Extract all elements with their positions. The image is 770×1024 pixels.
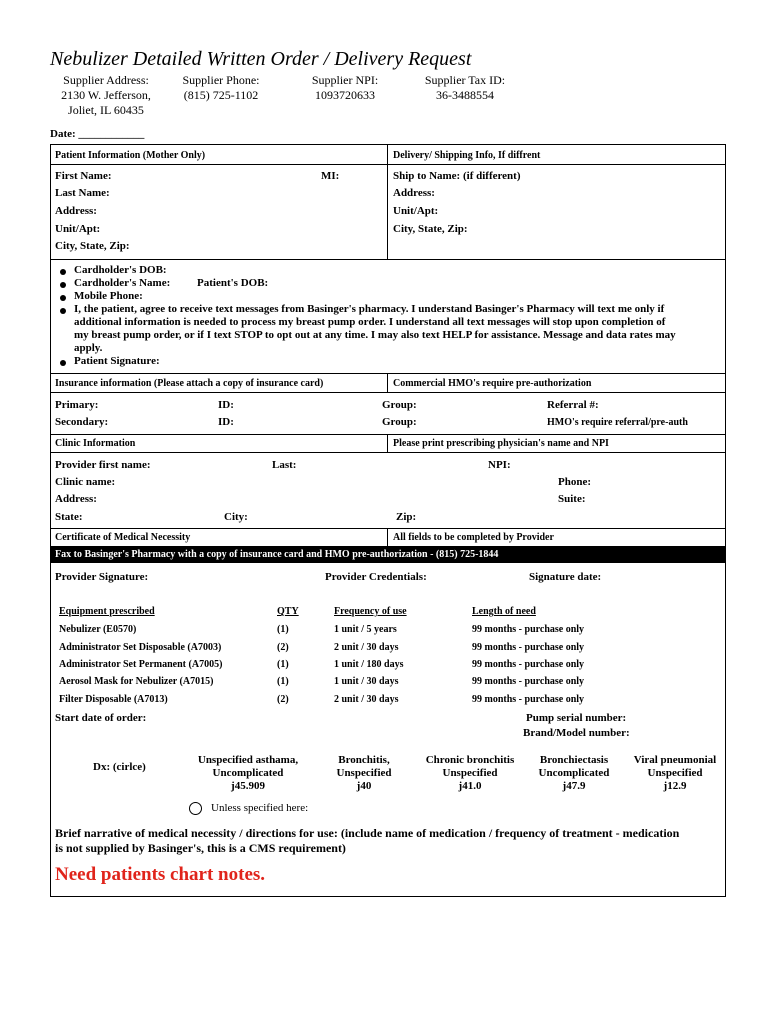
unless-specified-label: Unless specified here: (211, 802, 309, 814)
divider (387, 528, 388, 546)
clinic-name-field[interactable]: Clinic name: (55, 476, 116, 488)
form-title: Nebulizer Detailed Written Order / Delivery Request (50, 48, 472, 70)
brand-model-field[interactable]: Brand/Model number: (523, 727, 630, 739)
bullet-icon (60, 360, 66, 366)
bullet-icon (60, 269, 66, 275)
ship-unit-field[interactable]: Unit/Apt: (393, 205, 439, 217)
supplier-tax-value: 36-3488554 (436, 88, 494, 102)
divider (51, 452, 725, 453)
supplier-npi-label: Supplier NPI: (311, 73, 379, 87)
provider-signature-field[interactable]: Provider Signature: (55, 571, 149, 583)
text-consent-line3: my breast pump order, or if I text STOP to opt out at any time. I may also text HELP for assistance. Message and data rates may (74, 329, 676, 341)
divider (387, 145, 388, 259)
dx-line: Unspecified (442, 767, 498, 779)
unless-specified-radio[interactable] (189, 802, 202, 815)
signature-date-field[interactable]: Signature date: (529, 571, 602, 583)
provider-last-name-field[interactable]: Last: (272, 459, 297, 471)
equipment-frequency: 1 unit / 30 days (334, 676, 399, 687)
provider-npi-field[interactable]: NPI: (488, 459, 511, 471)
primary-id-field[interactable]: ID: (218, 399, 234, 411)
equipment-item: Aerosol Mask for Nebulizer (A7015) (59, 676, 214, 687)
dx-line: Viral pneumonial (633, 754, 717, 766)
dx-line: Unspecified (647, 767, 703, 779)
secondary-group-field[interactable]: Group: (382, 416, 417, 428)
equipment-qty: (2) (277, 694, 289, 705)
equipment-length: 99 months - purchase only (472, 694, 585, 705)
length-header: Length of need (472, 606, 536, 617)
dx-code: j41.0 (458, 780, 482, 792)
equipment-frequency: 1 unit / 5 years (334, 624, 397, 635)
equipment-item: Administrator Set Permanent (A7005) (59, 659, 223, 670)
equipment-length: 99 months - purchase only (472, 642, 585, 653)
cmn-note-header: All fields to be completed by Provider (393, 532, 554, 543)
patient-signature-field[interactable]: Patient Signature: (74, 355, 160, 367)
dx-code: j45.909 (231, 780, 265, 792)
divider (387, 373, 388, 392)
dx-code: j12.9 (663, 780, 687, 792)
clinic-note-header: Please print prescribing physician's name and NPI (393, 438, 609, 449)
supplier-phone-label: Supplier Phone: (182, 73, 260, 87)
clinic-zip-field[interactable]: Zip: (396, 511, 417, 523)
cardholder-name-field[interactable]: Cardholder's Name: (74, 277, 171, 289)
dx-option-asthma[interactable] (183, 754, 313, 793)
divider (51, 259, 725, 260)
patient-dob-field[interactable]: Patient's DOB: (197, 277, 269, 289)
equipment-length: 99 months - purchase only (472, 624, 585, 635)
patient-unit-field[interactable]: Unit/Apt: (55, 223, 101, 235)
chart-notes-notice: Need patients chart notes. (55, 864, 266, 885)
cardholder-dob-field[interactable]: Cardholder's DOB: (74, 264, 167, 276)
dx-code: j47.9 (562, 780, 586, 792)
supplier-address-line2: Joliet, IL 60435 (68, 103, 144, 117)
primary-group-field[interactable]: Group: (382, 399, 417, 411)
equipment-length: 99 months - purchase only (472, 676, 585, 687)
insurance-section-header: Insurance information (Please attach a copy of insurance card) (55, 378, 324, 389)
dx-line: Bronchiectasis (539, 754, 609, 766)
date-field[interactable]: Date: ____________ (50, 128, 145, 140)
dx-option-viral-pneumonia[interactable] (627, 754, 723, 793)
equipment-qty: (1) (277, 659, 289, 670)
bullet-icon (60, 295, 66, 301)
dx-line: Uncomplicated (538, 767, 610, 779)
supplier-tax-label: Supplier Tax ID: (424, 73, 506, 87)
clinic-suite-field[interactable]: Suite: (558, 493, 586, 505)
equipment-length: 99 months - purchase only (472, 659, 585, 670)
supplier-address (50, 73, 162, 118)
clinic-phone-field[interactable]: Phone: (558, 476, 591, 488)
supplier-phone (166, 73, 276, 103)
supplier-tax-id (410, 73, 520, 103)
equipment-frequency: 2 unit / 30 days (334, 694, 399, 705)
dx-code: j40 (356, 780, 372, 792)
equipment-frequency: 2 unit / 30 days (334, 642, 399, 653)
equipment-item: Administrator Set Disposable (A7003) (59, 642, 222, 653)
patient-address-field[interactable]: Address: (55, 205, 97, 217)
dx-line: Unspecified asthama, (197, 754, 299, 766)
provider-credentials-field[interactable]: Provider Credentials: (325, 571, 427, 583)
fax-instruction-text: Fax to Basinger's Pharmacy with a copy of insurance card and HMO pre-authorization - (815) 725-1844 (55, 549, 499, 560)
secondary-id-field[interactable]: ID: (218, 416, 234, 428)
insurance-note-header: Commercial HMO's require pre-authorization (393, 378, 592, 389)
supplier-address-line1: 2130 W. Jefferson, (61, 88, 151, 102)
supplier-phone-value: (815) 725-1102 (183, 88, 259, 102)
order-form (50, 144, 726, 897)
divider (51, 392, 725, 393)
supplier-npi (290, 73, 400, 103)
divider (387, 434, 388, 452)
equipment-item: Nebulizer (E0570) (59, 624, 137, 635)
clinic-city-field[interactable]: City: (224, 511, 248, 523)
start-date-field[interactable]: Start date of order: (55, 712, 147, 724)
dx-label: Dx: (cirlce) (93, 761, 146, 773)
text-consent-line2: additional information is needed to process my breast pump order. I understand all text messages will stop upon completion of (74, 316, 666, 328)
equipment-qty: (1) (277, 676, 289, 687)
patient-first-name-field[interactable]: First Name: (55, 170, 112, 182)
dx-option-bronchiectasis[interactable] (529, 754, 619, 793)
dx-line: Chronic bronchitis (425, 754, 515, 766)
divider (51, 373, 725, 374)
secondary-insurance-field[interactable]: Secondary: (55, 416, 109, 428)
primary-insurance-field[interactable]: Primary: (55, 399, 99, 411)
patient-mi-field[interactable]: MI: (321, 170, 340, 182)
equipment-qty: (1) (277, 624, 289, 635)
divider (51, 528, 725, 529)
pump-serial-field[interactable]: Pump serial number: (526, 712, 627, 724)
patient-section-header: Patient Information (Mother Only) (55, 150, 206, 161)
dx-line: Unspecified (336, 767, 392, 779)
narrative-line2: is not supplied by Basinger's, this is a CMS requirement) (55, 841, 346, 855)
narrative-line1: Brief narrative of medical necessity / directions for use: (include name of medication / frequency of treatment - medication (55, 826, 680, 840)
bullet-icon (60, 282, 66, 288)
hmo-referral-note: HMO's require referral/pre-auth (547, 417, 688, 428)
text-consent-line4: apply. (74, 342, 103, 354)
supplier-npi-value: 1093720633 (315, 88, 375, 102)
dx-line: Uncomplicated (212, 767, 284, 779)
divider (51, 434, 725, 435)
clinic-address-field[interactable]: Address: (55, 493, 97, 505)
patient-city-field[interactable]: City, State, Zip: (55, 240, 130, 252)
mobile-phone-field[interactable]: Mobile Phone: (74, 290, 143, 302)
bullet-icon (60, 308, 66, 314)
equipment-item: Filter Disposable (A7013) (59, 694, 168, 705)
provider-first-name-field[interactable]: Provider first name: (55, 459, 151, 471)
clinic-state-field[interactable]: State: (55, 511, 83, 523)
equipment-frequency: 1 unit / 180 days (334, 659, 404, 670)
divider (51, 164, 725, 165)
patient-last-name-field[interactable]: Last Name: (55, 187, 110, 199)
fax-instruction-bar (51, 546, 725, 563)
clinic-section-header: Clinic Information (55, 438, 136, 449)
ship-to-name-field[interactable]: Ship to Name: (if different) (393, 170, 521, 182)
cmn-section-header: Certificate of Medical Necessity (55, 532, 191, 543)
ship-address-field[interactable]: Address: (393, 187, 435, 199)
ship-city-field[interactable]: City, State, Zip: (393, 223, 468, 235)
equipment-qty: (2) (277, 642, 289, 653)
qty-header: QTY (277, 606, 299, 617)
supplier-address-label: Supplier Address: (63, 73, 149, 87)
delivery-section-header: Delivery/ Shipping Info, If diffrent (393, 150, 541, 161)
dx-option-chronic-bronchitis[interactable] (415, 754, 525, 793)
dx-option-bronchitis[interactable] (319, 754, 409, 793)
text-consent-line1: I, the patient, agree to receive text messages from Basinger's pharmacy. I understand Basinger's Pharmacy will text me only if (74, 303, 665, 315)
frequency-header: Frequency of use (334, 606, 407, 617)
dx-line: Bronchitis, (338, 754, 390, 766)
referral-field[interactable]: Referral #: (547, 399, 599, 411)
equipment-header: Equipment prescribed (59, 606, 155, 617)
